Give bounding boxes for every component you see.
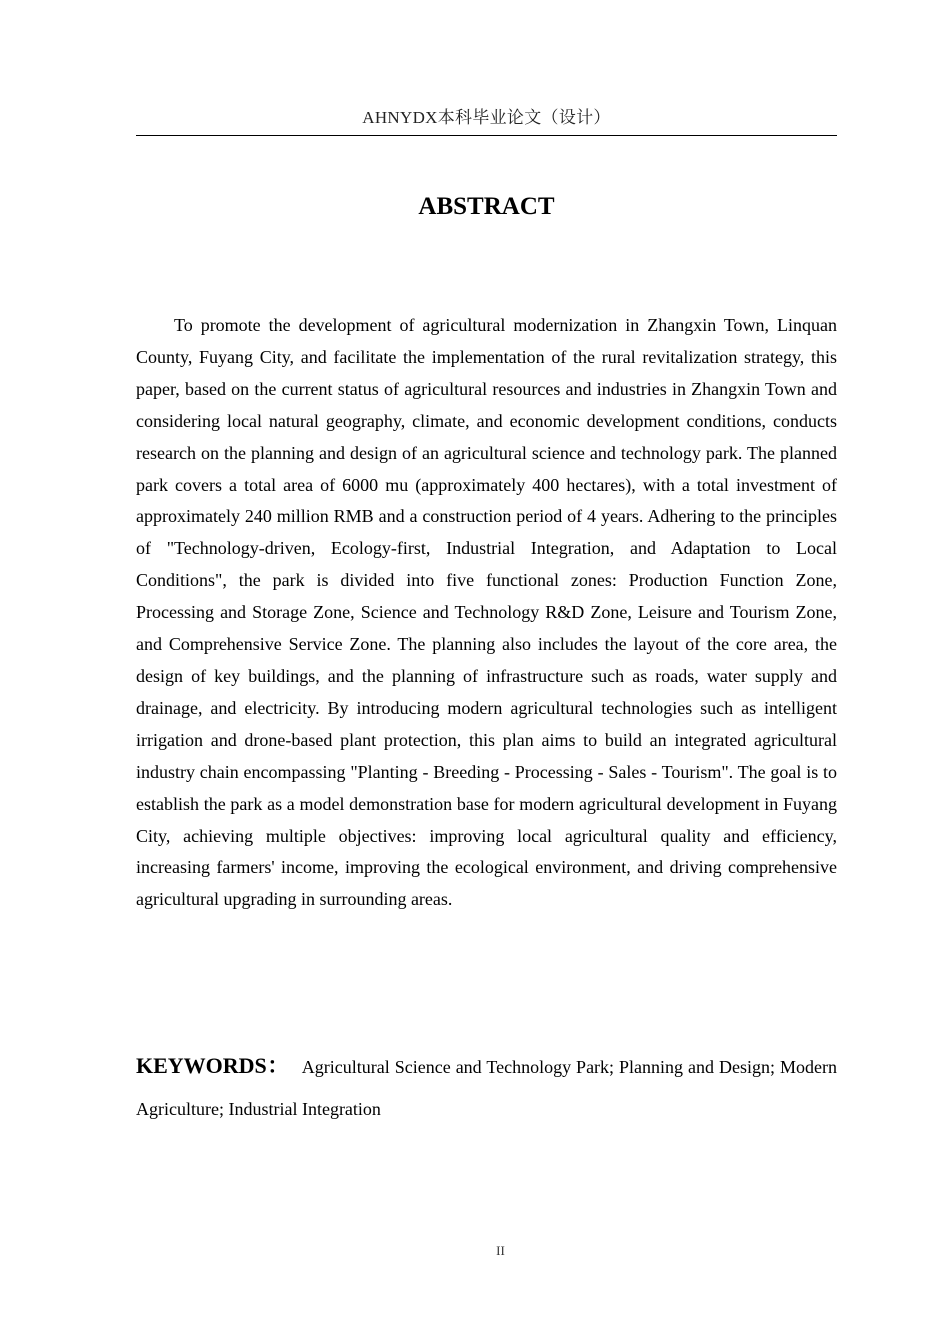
keywords-text: Agricultural Science and Technology Park; Planning and Design; Modern Agriculture; Industrial Integration [136,1057,837,1119]
header-divider [136,135,837,136]
abstract-title: ABSTRACT [418,193,555,220]
keywords-section [136,1045,837,1130]
keywords-label: KEYWORDS： [136,1053,290,1078]
abstract-body: To promote the development of agricultural modernization in Zhangxin Town, Linquan County, Fuyang City, and facilitate the implementation of the rural revitalization strategy, this paper, based on the current status of agricultural resources and industries in Zhangxin Town and considering local natural geography, climate, and economic development conditions, conducts research on the planning and design of an agricultural science and technology park. The planned park covers a total area of 6000 mu (approximately 400 hectares), with a total investment of approximately 240 million RMB and a construction period of 4 years. Adhering to the principles of "Technology-driven, Ecology-first, Industrial Integration, and Adaptation to Local Conditions", the park is divided into five functional zones: Production Function Zone, Processing and Storage Zone, Science and Technology R&D Zone, Leisure and Tourism Zone, and Comprehensive Service Zone. The planning also includes the layout of the core area, the design of key buildings, and the planning of infrastructure such as roads, water supply and drainage, and electricity. By introducing modern agricultural technologies such as intelligent irrigation and drone-based plant protection, this plan aims to build an integrated agricultural industry chain encompassing "Planting - Breeding - Processing - Sales - Tourism". The goal is to establish the park as a model demonstration base for modern agricultural development in Fuyang City, achieving multiple objectives: improving local agricultural quality and efficiency, increasing farmers' income, improving the ecological environment, and driving comprehensive agricultural upgrading in surrounding areas. [136,315,837,910]
page-number: II [496,1243,505,1258]
running-header-title: AHNYDX本科毕业论文（设计） [362,108,611,127]
